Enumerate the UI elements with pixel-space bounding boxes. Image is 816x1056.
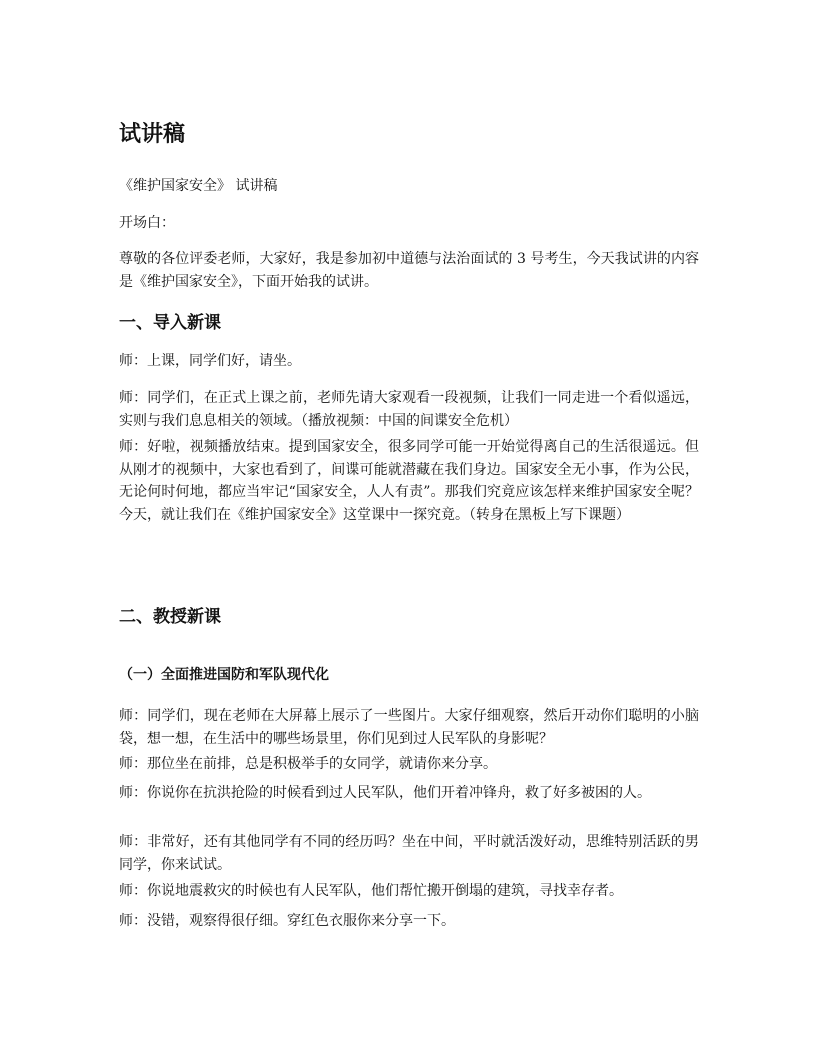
paragraph: 师：没错，观察得很仔细。穿红色衣服你来分享一下。 <box>119 913 455 929</box>
paragraph: 师：同学们，在正式上课之前，老师先请大家观看一段视频，让我们一同走进一个看似遥远，实则与我们息息相关的领域。（播放视频：中国的间谍安全危机） <box>119 390 699 429</box>
paragraph: 师：你说地震救灾的时候也有人民军队，他们帮忙搬开倒塌的建筑，寻找幸存者。 <box>119 883 623 899</box>
paragraph: 师：好啦，视频播放结束。提到国家安全，很多同学可能一开始觉得离自己的生活很遥远。但从刚才的视频中，大家也看到了，间谍可能就潜藏在我们身边。国家安全无小事，作为公民，无论何时何地，都应当牢记“国家安全，人人有责”。那我们究竟应该怎样来维护国家安全呢？今天，就让我们在《维护国家安全》这堂课中一探究竟。（转身在黑板上写下课题） <box>119 439 699 523</box>
paragraph: 师：非常好，还有其他同学有不同的经历吗？坐在中间，平时就活泼好动，思维特别活跃的男同学，你来试试。 <box>119 834 699 873</box>
paragraph: 师：那位坐在前排，总是积极举手的女同学，就请你来分享。 <box>119 756 497 772</box>
opening-label: 开场白： <box>119 215 175 231</box>
section-heading-teaching: 二、教授新课 <box>119 607 221 627</box>
section-heading-intro: 一、导入新课 <box>119 313 221 333</box>
subsection-heading: （一）全面推进国防和军队现代化 <box>119 667 329 683</box>
paragraph: 师：上课，同学们好，请坐。 <box>119 353 301 369</box>
paragraph: 师：同学们，现在老师在大屏幕上展示了一些图片。大家仔细观察，然后开动你们聪明的小脑袋，想一想，在生活中的哪些场景里，你们见到过人民军队的身影呢？ <box>119 708 699 747</box>
document-subtitle: 《维护国家安全》 试讲稿 <box>119 178 278 194</box>
opening-paragraph: 尊敬的各位评委老师，大家好，我是参加初中道德与法治面试的 3 号考生，今天我试讲的内容是《维护国家安全》，下面开始我的试讲。 <box>119 251 699 290</box>
paragraph: 师：你说你在抗洪抢险的时候看到过人民军队，他们开着冲锋舟，救了好多被困的人。 <box>119 785 651 801</box>
page-title: 试讲稿 <box>119 122 186 147</box>
